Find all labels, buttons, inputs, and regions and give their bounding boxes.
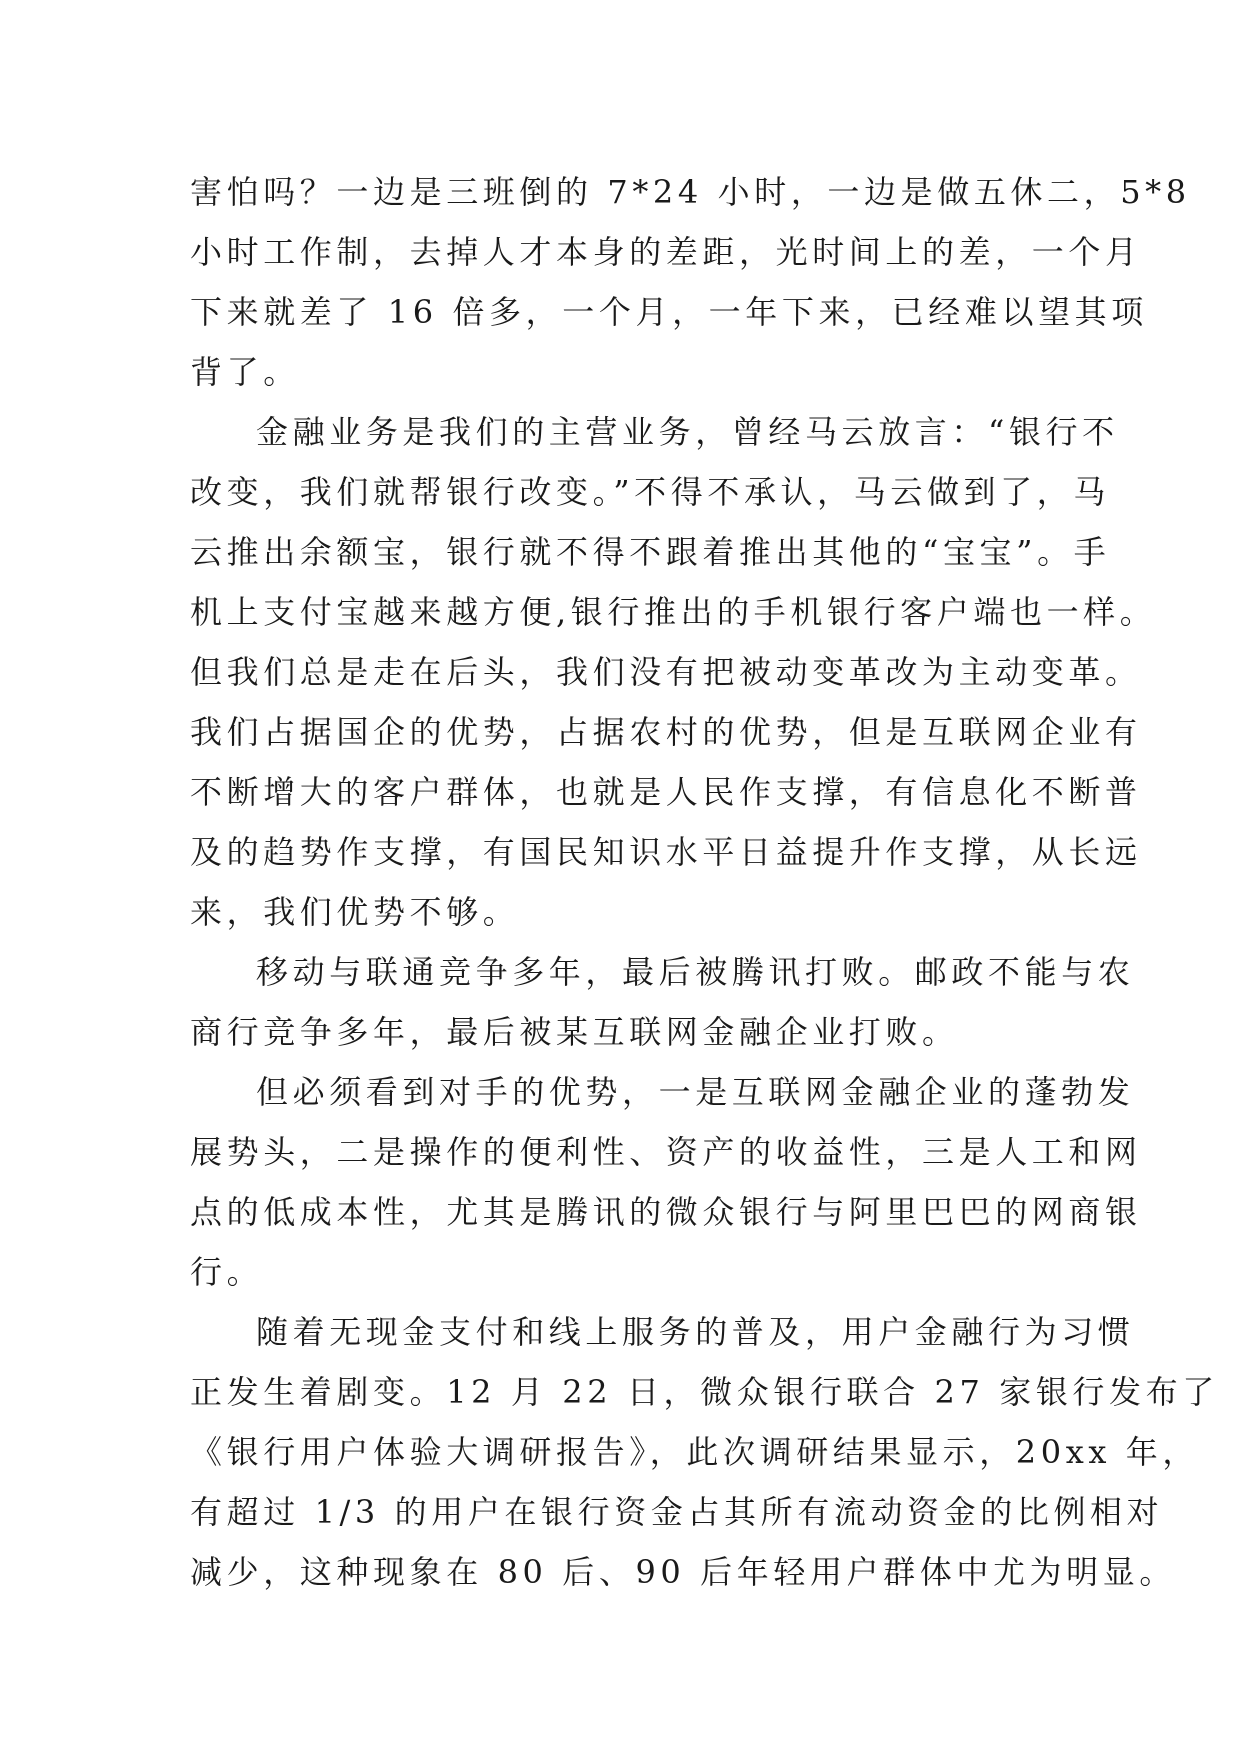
text-line: 有超过 1/3 的用户在银行资金占其所有流动资金的比例相对	[190, 1493, 1164, 1531]
text-line: 云推出余额宝，银行就不得不跟着推出其他的“宝宝”。手	[190, 533, 1111, 571]
text-line: 商行竞争多年，最后被某互联网金融企业打败。	[190, 1013, 959, 1051]
text-line: 我们占据国企的优势，占据农村的优势，但是互联网企业有	[190, 713, 1142, 751]
text-line: 改变，我们就帮银行改变。”不得不承认，马云做到了，马	[190, 473, 1110, 511]
text-line: 不断增大的客户群体，也就是人民作支撑，有信息化不断普	[190, 773, 1142, 811]
text-line: 展势头，二是操作的便利性、资产的收益性，三是人工和网	[190, 1133, 1142, 1171]
text-line: 减少，这种现象在 80 后、90 后年轻用户群体中尤为明显。	[190, 1553, 1176, 1591]
text-line: 行。	[190, 1253, 264, 1291]
text-line: 背了。	[190, 353, 300, 391]
text-line: 小时工作制，去掉人才本身的差距，光时间上的差，一个月	[190, 233, 1142, 271]
document-body	[190, 162, 1219, 1602]
text-line: 机上支付宝越来越方便,银行推出的手机银行客户端也一样。	[190, 593, 1157, 631]
text-line: 来，我们优势不够。	[190, 893, 520, 931]
text-line: 下来就差了 16 倍多，一个月，一年下来，已经难以望其项	[190, 293, 1148, 331]
paragraph-first-line: 金融业务是我们的主营业务，曾经马云放言：“银行不	[256, 413, 1119, 451]
text-line: 害怕吗？一边是三班倒的 7*24 小时，一边是做五休二，5*8	[190, 173, 1191, 211]
paragraph-first-line: 移动与联通竞争多年，最后被腾讯打败。邮政不能与农	[256, 953, 1135, 991]
text-line: 及的趋势作支撑，有国民知识水平日益提升作支撑，从长远	[190, 833, 1142, 871]
paragraph-first-line: 但必须看到对手的优势，一是互联网金融企业的蓬勃发	[256, 1073, 1135, 1111]
text-line: 但我们总是走在后头，我们没有把被动变革改为主动变革。	[190, 653, 1142, 691]
paragraph-first-line: 随着无现金支付和线上服务的普及，用户金融行为习惯	[256, 1313, 1135, 1351]
text-line: 点的低成本性，尤其是腾讯的微众银行与阿里巴巴的网商银	[190, 1193, 1142, 1231]
text-line: 正发生着剧变。12 月 22 日，微众银行联合 27 家银行发布了	[190, 1373, 1219, 1411]
text-line: 《银行用户体验大调研报告》，此次调研结果显示，20xx 年，	[190, 1433, 1199, 1471]
